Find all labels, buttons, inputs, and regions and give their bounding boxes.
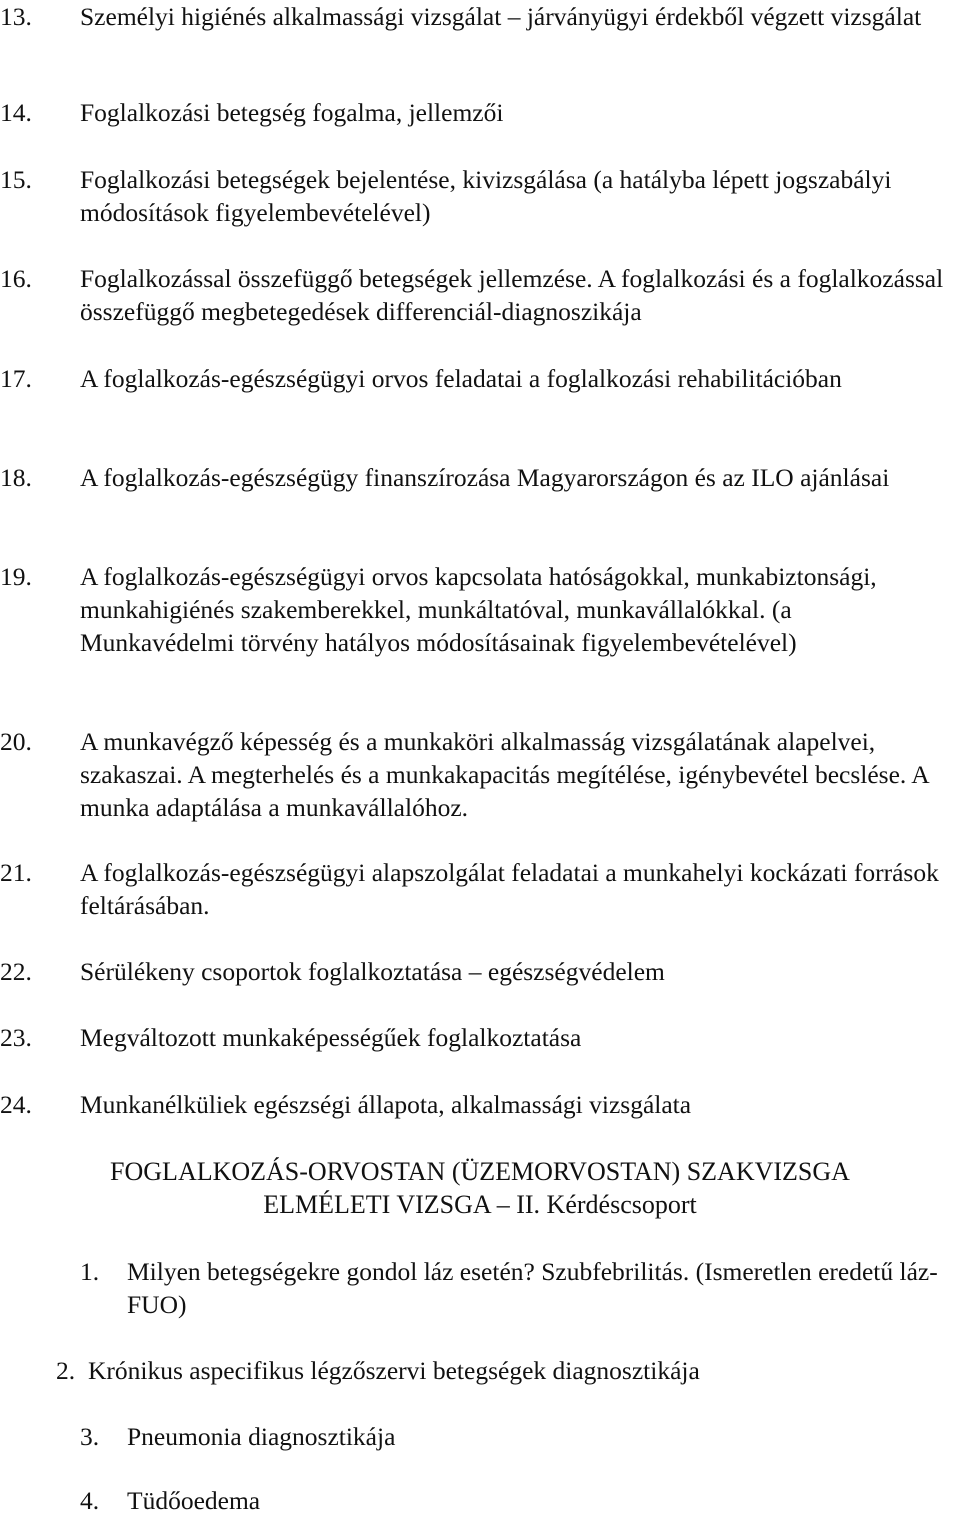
question-text: Milyen betegségekre gondol láz esetén? Szubfebrilitás. (Ismeretlen eredetű láz-FUO)	[127, 1257, 938, 1319]
item-number: 24.	[0, 1090, 32, 1119]
item-text: A munkavégző képesség és a munkaköri alkalmasság vizsgálatának alapelvei, szakaszai. A megterhelés és a munkakapacitás megítélése, igénybevétel becslése. A munka adaptálása a munkavállalóhoz.	[80, 727, 929, 822]
question-number: 2.	[56, 1356, 76, 1385]
list-item-21	[0, 856, 950, 922]
question-item-4	[80, 1484, 960, 1517]
question-item-1	[80, 1255, 950, 1321]
list-item-17	[0, 362, 950, 395]
item-text: Megváltozott munkaképességűek foglalkoztatása	[80, 1023, 582, 1052]
item-text: Foglalkozási betegség fogalma, jellemzői	[80, 98, 504, 127]
list-item-20	[0, 725, 950, 824]
list-item-16	[0, 262, 950, 328]
list-item-13	[0, 0, 950, 33]
question-number: 3.	[80, 1422, 100, 1451]
item-text: A foglalkozás-egészségügyi orvos kapcsolata hatóságokkal, munkabiztonsági, munkahigiénés szakemberekkel, munkáltatóval, munkavállalókkal. (a Munkavédelmi törvény hatályos módosításainak figyelembevételével)	[80, 562, 877, 657]
item-number: 13.	[0, 2, 32, 31]
item-text: Foglalkozási betegségek bejelentése, kivizsgálása (a hatályba lépett jogszabályi módosítások figyelembevételével)	[80, 165, 892, 227]
question-text: Krónikus aspecifikus légzőszervi betegségek diagnosztikája	[88, 1356, 700, 1385]
list-item-14	[0, 96, 950, 129]
question-item-3	[80, 1420, 960, 1453]
item-number: 20.	[0, 727, 32, 756]
item-number: 18.	[0, 463, 32, 492]
question-item-2	[56, 1354, 956, 1387]
item-text: A foglalkozás-egészségügyi orvos feladatai a foglalkozási rehabilitációban	[80, 364, 842, 393]
question-text: Pneumonia diagnosztikája	[127, 1422, 396, 1451]
item-number: 16.	[0, 264, 32, 293]
question-text: Tüdőoedema	[127, 1486, 261, 1515]
question-number: 1.	[80, 1257, 100, 1286]
item-text: A foglalkozás-egészségügyi alapszolgálat feladatai a munkahelyi kockázati források feltárásában.	[80, 858, 939, 920]
item-number: 15.	[0, 165, 32, 194]
list-item-19	[0, 560, 950, 659]
item-text: Személyi higiénés alkalmassági vizsgálat – járványügyi érdekből végzett vizsgálat	[80, 2, 922, 31]
section-heading-line-1: FOGLALKOZÁS-ORVOSTAN (ÜZEMORVOSTAN) SZAKVIZSGA	[110, 1157, 850, 1186]
item-number: 21.	[0, 858, 32, 887]
item-number: 19.	[0, 562, 32, 591]
item-number: 23.	[0, 1023, 32, 1052]
list-item-22	[0, 955, 950, 988]
item-text: A foglalkozás-egészségügy finanszírozása Magyarországon és az ILO ajánlásai	[80, 463, 890, 492]
item-number: 22.	[0, 957, 32, 986]
list-item-18	[0, 461, 950, 494]
list-item-24	[0, 1088, 950, 1121]
list-item-15	[0, 163, 950, 229]
section-heading-line-2: ELMÉLETI VIZSGA – II. Kérdéscsoport	[263, 1190, 697, 1219]
item-number: 17.	[0, 364, 32, 393]
section-heading	[0, 1155, 960, 1221]
list-item-23	[0, 1021, 950, 1054]
item-text: Sérülékeny csoportok foglalkoztatása – egészségvédelem	[80, 957, 665, 986]
item-text: Foglalkozással összefüggő betegségek jellemzése. A foglalkozási és a foglalkozással összefüggő megbetegedések differenciál-diagnoszikája	[80, 264, 944, 326]
question-number: 4.	[80, 1486, 100, 1515]
item-text: Munkanélküliek egészségi állapota, alkalmassági vizsgálata	[80, 1090, 692, 1119]
item-number: 14.	[0, 98, 32, 127]
